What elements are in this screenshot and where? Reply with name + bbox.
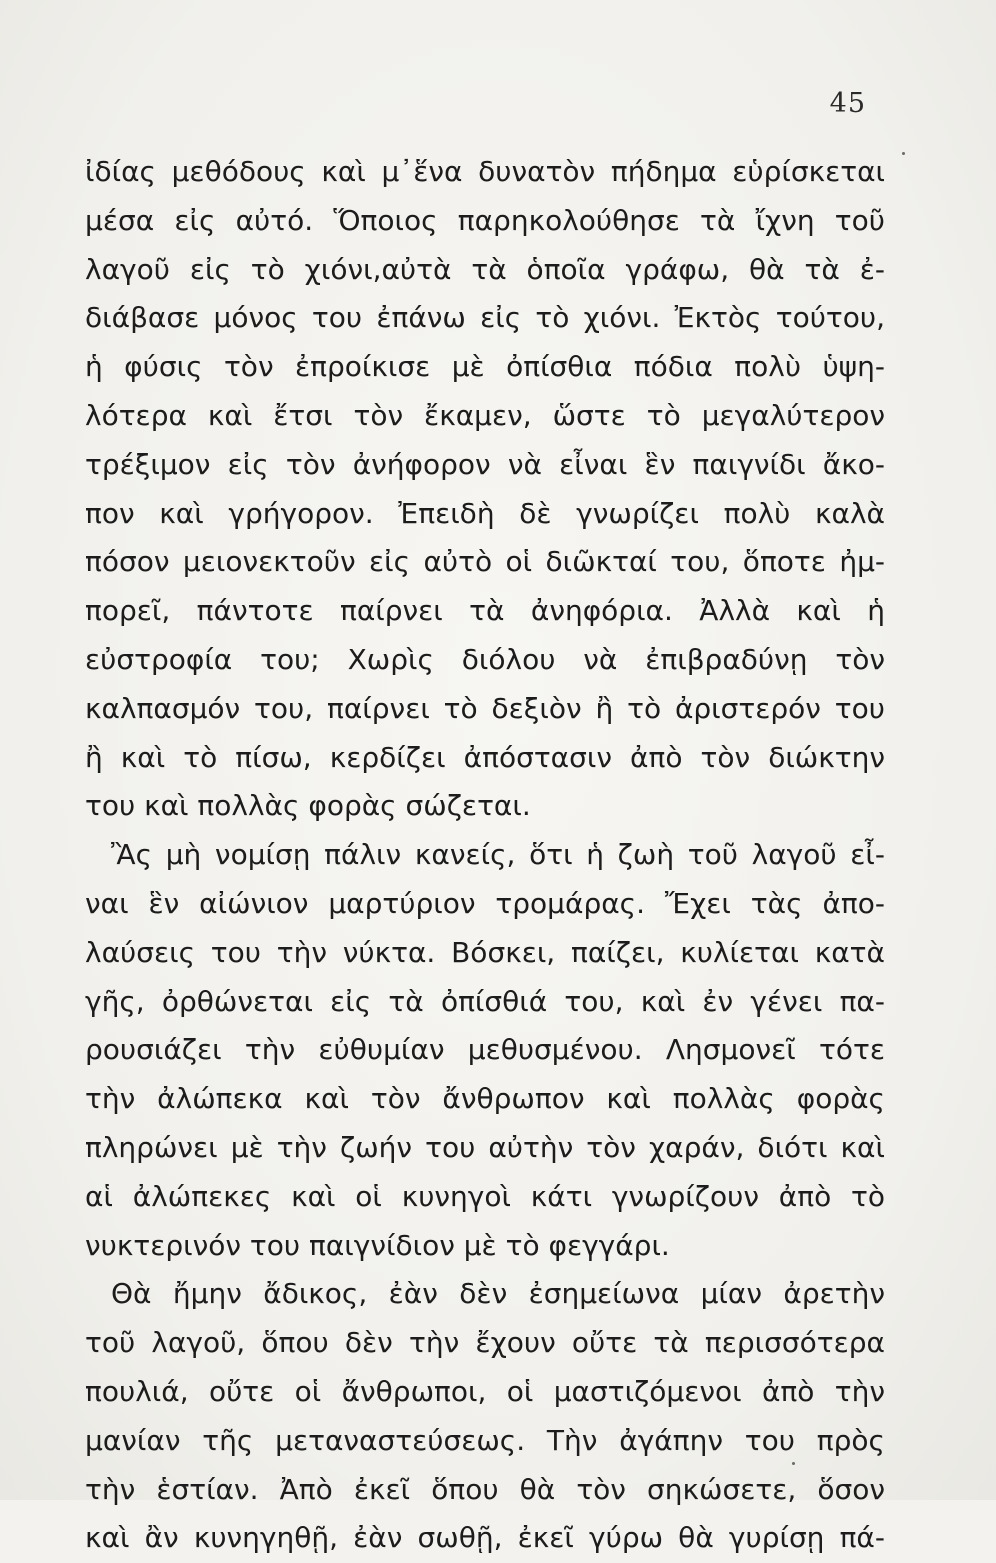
text-line: ἰδίας μεθόδους καὶ μ᾿ἕνα δυνατὸν πήδημα εὑρίσκεται [85, 155, 885, 188]
text-line: μέσα εἰς αὐτό. Ὅποιος παρηκολούθησε τὰ ἴχνη τοῦ [85, 203, 885, 237]
text-line: πορεῖ, πάντοτε παίρνει τὰ ἀνηφόρια. Ἀλλὰ καὶ ἡ [85, 594, 885, 628]
text-line: εὐστροφία του; Χωρὶς διόλου νὰ ἐπιβραδύνῃ τὸν [85, 642, 885, 676]
page-number: 45 [829, 88, 866, 119]
text-line: τρέξιμον εἰς τὸν ἀνήφορον νὰ εἶναι ἓν παιγνίδι ἄκο- [85, 447, 885, 481]
print-speck [902, 152, 905, 155]
text-line: μανίαν τῆς μεταναστεύσεως. Τὴν ἀγάπην του πρὸς [85, 1423, 885, 1457]
text-line: γῆς, ὀρθώνεται εἰς τὰ ὀπίσθιά του, καὶ ἐν γένει πα- [85, 984, 885, 1018]
text-line: διάβασε μόνος του ἐπάνω εἰς τὸ χιόνι. Ἐκτὸς τούτου, [85, 301, 885, 335]
text-line: καλπασμόν του, παίρνει τὸ δεξιὸν ἢ τὸ ἀριστερόν του [85, 691, 885, 725]
text-line: πουλιά, οὔτε οἱ ἄνθρωποι, οἱ μαστιζόμενοι ἀπὸ τὴν [85, 1374, 885, 1408]
text-line: λαύσεις του τὴν νύκτα. Βόσκει, παίζει, κυλίεται κατὰ [85, 935, 885, 969]
text-line: Ἂς μὴ νομίσῃ πάλιν κανείς, ὅτι ἡ ζωὴ τοῦ λαγοῦ εἶ- [111, 838, 885, 872]
text-line: πόσον μειονεκτοῦν εἰς αὐτὸ οἱ διῶκταί του, ὅποτε ἠμ- [85, 545, 885, 579]
text-line: ἡ φύσις τὸν ἐπροίκισε μὲ ὀπίσθια πόδια πολὺ ὑψη- [85, 350, 885, 384]
text-line: τὴν ἀλώπεκα καὶ τὸν ἄνθρωπον καὶ πολλὰς φορὰς [85, 1082, 885, 1116]
text-line: πον καὶ γρήγορον. Ἐπειδὴ δὲ γνωρίζει πολὺ καλὰ [85, 496, 885, 530]
text-line: ναι ἓν αἰώνιον μαρτύριον τρομάρας. Ἔχει τὰς ἀπο- [85, 886, 885, 920]
text-line: νυκτερινόν του παιγνίδιον μὲ τὸ φεγγάρι. [85, 1228, 670, 1262]
text-line: πληρώνει μὲ τὴν ζωήν του αὐτὴν τὸν χαράν, διότι καὶ [85, 1130, 885, 1164]
text-line: ρουσιάζει τὴν εὐθυμίαν μεθυσμένου. Λησμονεῖ τότε [85, 1033, 885, 1067]
text-line: του καὶ πολλὰς φορὰς σώζεται. [85, 789, 531, 823]
text-line: αἱ ἀλώπεκες καὶ οἱ κυνηγοὶ κάτι γνωρίζουν ἀπὸ τὸ [85, 1179, 885, 1213]
text-line: καὶ ἂν κυνηγηθῇ, ἐὰν σωθῇ, ἐκεῖ γύρω θὰ γυρίσῃ πά- [85, 1521, 885, 1555]
body-text [85, 148, 885, 1563]
text-line: Θὰ ἤμην ἄδικος, ἐὰν δὲν ἐσημείωνα μίαν ἀρετὴν [111, 1277, 885, 1311]
text-line: ἢ καὶ τὸ πίσω, κερδίζει ἀπόστασιν ἀπὸ τὸν διώκτην [85, 740, 885, 774]
text-line: τοῦ λαγοῦ, ὅπου δὲν τὴν ἔχουν οὔτε τὰ περισσότερα [85, 1326, 885, 1360]
print-speck [792, 1462, 795, 1465]
text-line: τὴν ἑστίαν. Ἀπὸ ἐκεῖ ὅπου θὰ τὸν σηκώσετε, ὅσον [85, 1472, 885, 1506]
text-line: λαγοῦ εἰς τὸ χιόνι,αὐτὰ τὰ ὁποῖα γράφω, θὰ τὰ ἐ- [85, 252, 885, 286]
text-line: λότερα καὶ ἔτσι τὸν ἔκαμεν, ὥστε τὸ μεγαλύτερον [85, 398, 885, 432]
